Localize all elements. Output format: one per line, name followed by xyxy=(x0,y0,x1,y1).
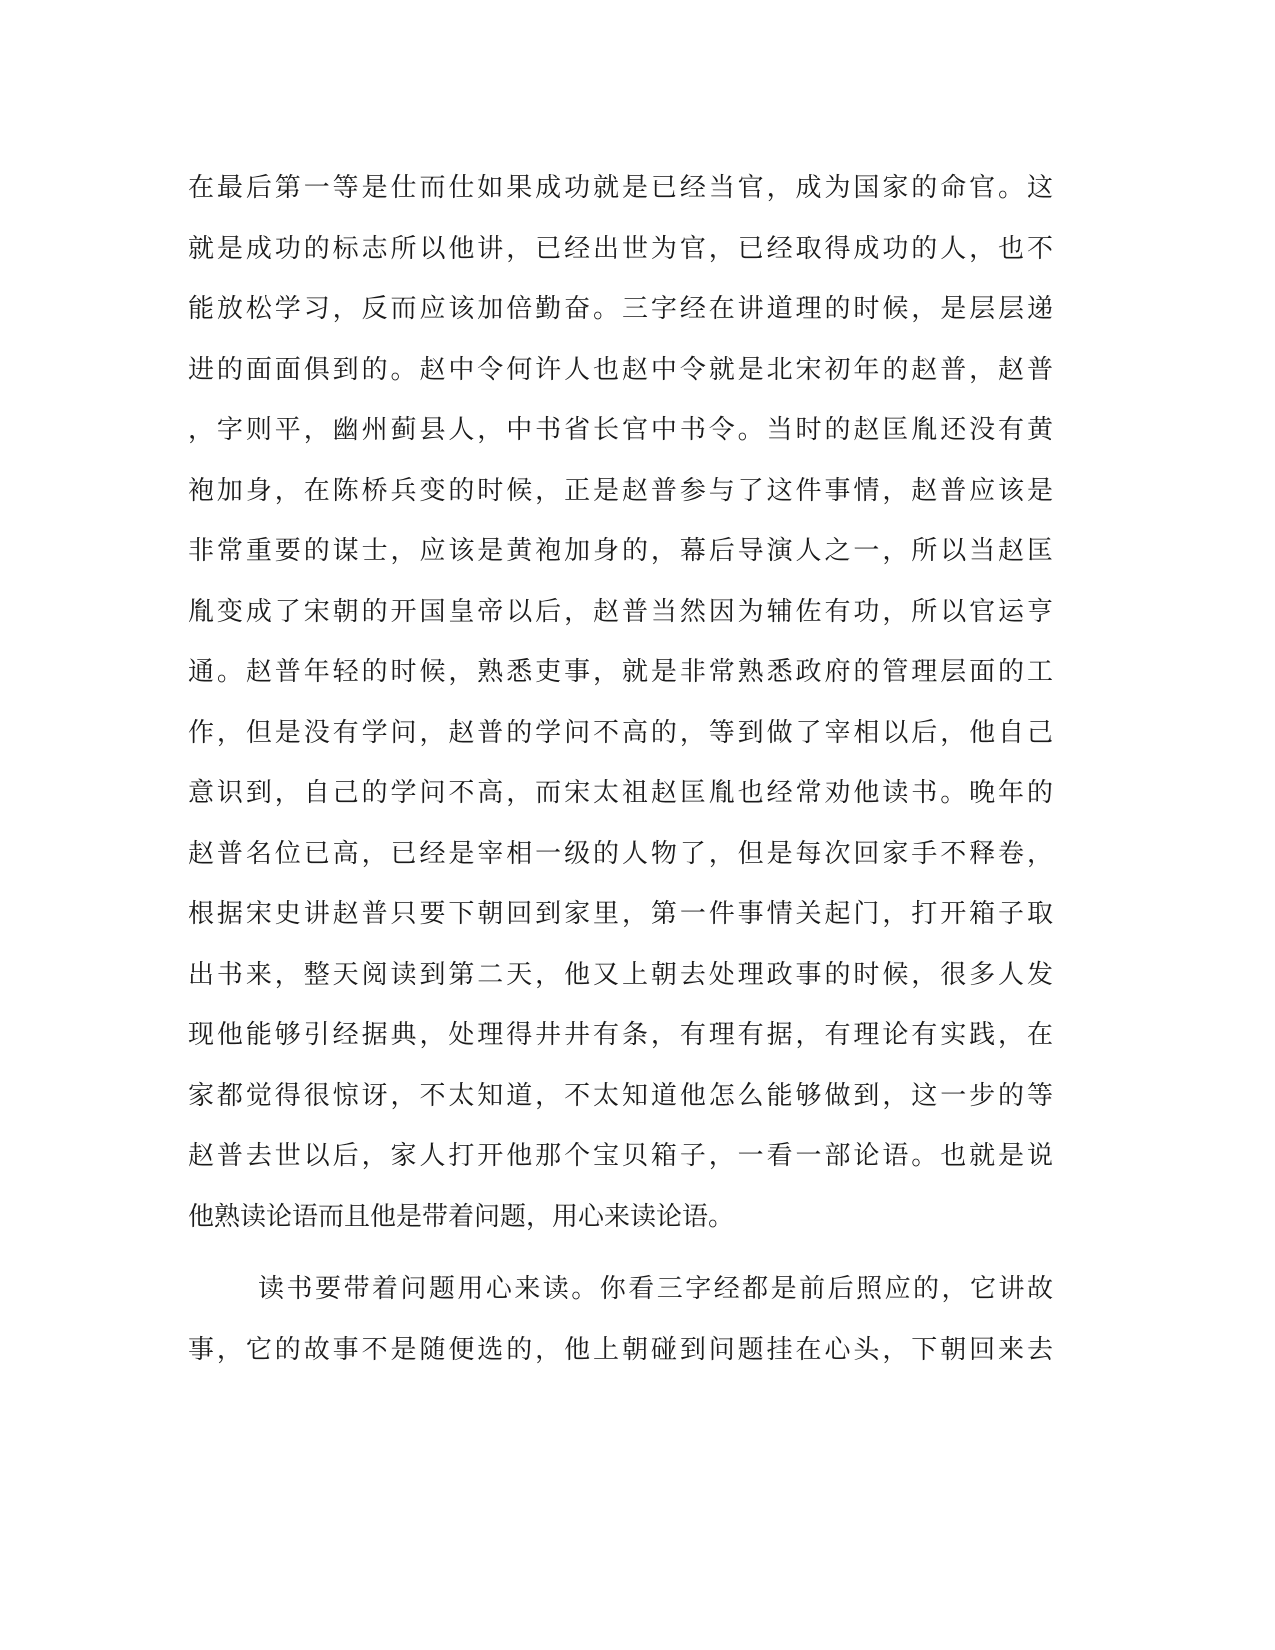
text-line: 根据宋史讲赵普只要下朝回到家里，第一件事情关起门，打开箱子取 xyxy=(188,899,1053,929)
text-line: 胤变成了宋朝的开国皇帝以后，赵普当然因为辅佐有功，所以官运亨 xyxy=(188,596,1053,627)
text-line: 非常重要的谋士，应该是黄袍加身的，幕后导演人之一，所以当赵匡 xyxy=(188,536,1053,566)
paragraph-2 xyxy=(188,1259,1088,1380)
text-line: 通。赵普年轻的时候，熟悉吏事，就是非常熟悉政府的管理层面的工 xyxy=(188,657,1053,687)
text-line: 他熟读论语而且他是带着问题，用心来读论语。 xyxy=(188,1201,735,1232)
text-line: 作，但是没有学问，赵普的学问不高的，等到做了宰相以后，他自己 xyxy=(188,717,1053,748)
body-text xyxy=(188,158,1088,1380)
text-line: 意识到，自己的学问不高，而宋太祖赵匡胤也经常劝他读书。晚年的 xyxy=(188,778,1053,808)
text-line: 现他能够引经据典，处理得井井有条，有理有据，有理论有实践，在 xyxy=(188,1020,1053,1050)
text-line: ，字则平，幽州蓟县人，中书省长官中书令。当时的赵匡胤还没有黄 xyxy=(188,415,1053,445)
text-line: 赵普去世以后，家人打开他那个宝贝箱子，一看一部论语。也就是说 xyxy=(188,1141,1053,1171)
paragraph-1 xyxy=(188,158,1088,1247)
text-line: 事，它的故事不是随便选的，他上朝碰到问题挂在心头，下朝回来去 xyxy=(188,1334,1053,1365)
text-line: 读书要带着问题用心来读。你看三字经都是前后照应的，它讲故 xyxy=(258,1274,1053,1304)
text-line: 就是成功的标志所以他讲，已经出世为官，已经取得成功的人，也不 xyxy=(188,233,1053,264)
text-line: 在最后第一等是仕而仕如果成功就是已经当官，成为国家的命官。这 xyxy=(188,173,1053,203)
text-line: 家都觉得很惊讶，不太知道，不太知道他怎么能够做到，这一步的等 xyxy=(188,1080,1053,1111)
text-line: 赵普名位已高，已经是宰相一级的人物了，但是每次回家手不释卷， xyxy=(188,838,1053,869)
text-line: 进的面面俱到的。赵中令何许人也赵中令就是北宋初年的赵普，赵普 xyxy=(188,354,1053,385)
text-line: 袍加身，在陈桥兵变的时候，正是赵普参与了这件事情，赵普应该是 xyxy=(188,475,1053,506)
text-line: 出书来，整天阅读到第二天，他又上朝去处理政事的时候，很多人发 xyxy=(188,959,1053,990)
text-line: 能放松学习，反而应该加倍勤奋。三字经在讲道理的时候，是层层递 xyxy=(188,294,1053,324)
